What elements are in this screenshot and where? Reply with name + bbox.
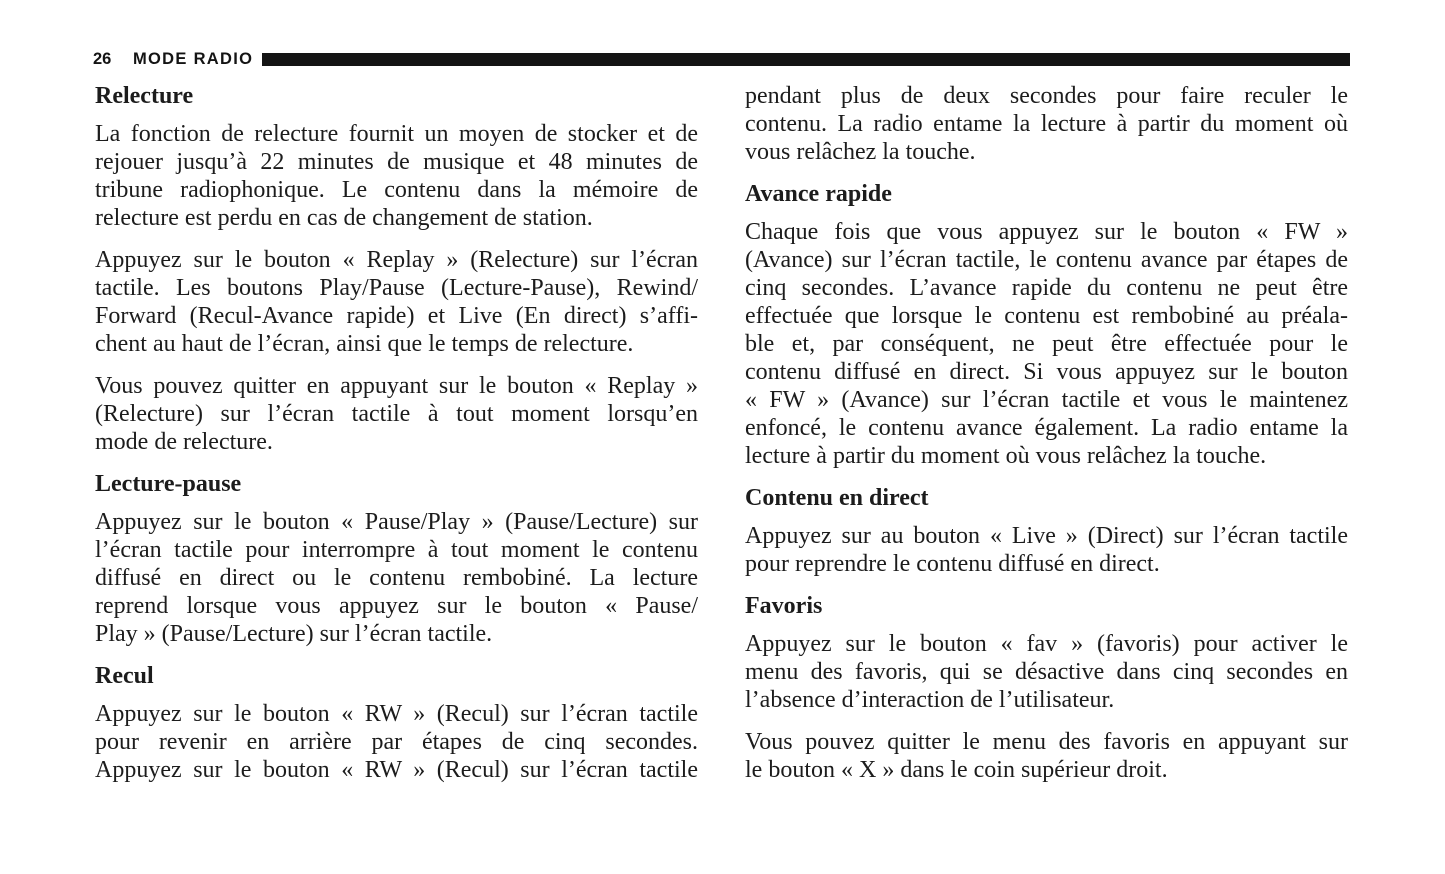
page-header xyxy=(0,0,1445,70)
text-line: Forward (Recul-Avance rapide) et Live (En direct) s’affi- xyxy=(95,303,698,329)
paragraph xyxy=(95,120,698,232)
text-line: Vous pouvez quitter le menu des favoris en appuyant sur xyxy=(745,729,1348,755)
text-line: lecture à partir du moment où vous relâchez la touche. xyxy=(745,443,1267,469)
text-line: Appuyez sur le bouton « RW » (Recul) sur l’écran tactile xyxy=(95,701,698,727)
text-line: pendant plus de deux secondes pour faire reculer le xyxy=(745,83,1348,109)
section-heading: Recul xyxy=(95,663,154,689)
text-line: Appuyez sur le bouton « Replay » (Relecture) sur l’écran xyxy=(95,247,698,273)
paragraph xyxy=(745,218,1348,470)
text-line: Vous pouvez quitter en appuyant sur le bouton « Replay » xyxy=(95,373,698,399)
text-line: relecture est perdu en cas de changement de station. xyxy=(95,205,593,231)
text-line: tribune radiophonique. Le contenu dans la mémoire de xyxy=(95,177,698,203)
text-line: « FW » (Avance) sur l’écran tactile et vous le maintenez xyxy=(745,387,1348,413)
text-line: Play » (Pause/Lecture) sur l’écran tactile. xyxy=(95,621,493,647)
text-line: pour revenir en arrière par étapes de cinq secondes. xyxy=(95,729,698,755)
section-heading: Favoris xyxy=(745,593,823,619)
paragraph xyxy=(95,246,698,358)
text-line: diffusé en direct ou le contenu rembobiné. La lecture xyxy=(95,565,698,591)
text-line: effectuée que lorsque le contenu est rembobiné au préala- xyxy=(745,303,1348,329)
text-line: mode de relecture. xyxy=(95,429,273,455)
right-column xyxy=(745,82,1348,798)
left-column xyxy=(95,82,698,798)
paragraph xyxy=(95,372,698,456)
header-title: MODE RADIO xyxy=(133,50,254,68)
text-line: l’écran tactile pour interrompre à tout moment le contenu xyxy=(95,537,698,563)
text-line: menu des favoris, qui se désactive dans cinq secondes en xyxy=(745,659,1348,685)
header-rule-bar xyxy=(262,53,1350,66)
section-heading: Relecture xyxy=(95,83,194,109)
text-line: le bouton « X » dans le coin supérieur droit. xyxy=(745,757,1168,783)
paragraph xyxy=(745,728,1348,784)
text-line: cinq secondes. L’avance rapide du contenu ne peut être xyxy=(745,275,1348,301)
section-heading: Contenu en direct xyxy=(745,485,929,511)
paragraph xyxy=(745,522,1348,578)
text-line: tactile. Les boutons Play/Pause (Lecture-Pause), Rewind/ xyxy=(95,275,698,301)
section-heading: Lecture-pause xyxy=(95,471,242,497)
text-line: (Relecture) sur l’écran tactile à tout moment lorsqu’en xyxy=(95,401,698,427)
text-line: Appuyez sur au bouton « Live » (Direct) sur l’écran tactile xyxy=(745,523,1348,549)
paragraph xyxy=(745,630,1348,714)
text-line: chent au haut de l’écran, ainsi que le temps de relecture. xyxy=(95,331,634,357)
text-line: vous relâchez la touche. xyxy=(745,139,976,165)
text-line: rejouer jusqu’à 22 minutes de musique et 48 minutes de xyxy=(95,149,698,175)
text-line: l’absence d’interaction de l’utilisateur. xyxy=(745,687,1115,713)
text-line: Chaque fois que vous appuyez sur le bouton « FW » xyxy=(745,219,1348,245)
paragraph xyxy=(95,700,698,784)
text-line: ble et, par conséquent, ne peut être effectuée pour le xyxy=(745,331,1348,357)
text-line: (Avance) sur l’écran tactile, le contenu avance par étapes de xyxy=(745,247,1348,273)
paragraph xyxy=(745,82,1348,166)
text-line: Appuyez sur le bouton « Pause/Play » (Pause/Lecture) sur xyxy=(95,509,698,535)
text-line: reprend lorsque vous appuyez sur le bouton « Pause/ xyxy=(95,593,698,619)
text-line: contenu diffusé en direct. Si vous appuyez sur le bouton xyxy=(745,359,1348,385)
text-line: pour reprendre le contenu diffusé en direct. xyxy=(745,551,1160,577)
text-line: contenu. La radio entame la lecture à partir du moment où xyxy=(745,111,1348,137)
section-heading: Avance rapide xyxy=(745,181,892,207)
paragraph xyxy=(95,508,698,648)
text-columns xyxy=(95,82,1348,798)
text-line: La fonction de relecture fournit un moyen de stocker et de xyxy=(95,121,698,147)
text-line: enfoncé, le contenu avance également. La radio entame la xyxy=(745,415,1348,441)
text-line: Appuyez sur le bouton « RW » (Recul) sur l’écran tactile xyxy=(95,757,698,783)
text-line: Appuyez sur le bouton « fav » (favoris) pour activer le xyxy=(745,631,1348,657)
page-number: 26 xyxy=(93,50,112,68)
